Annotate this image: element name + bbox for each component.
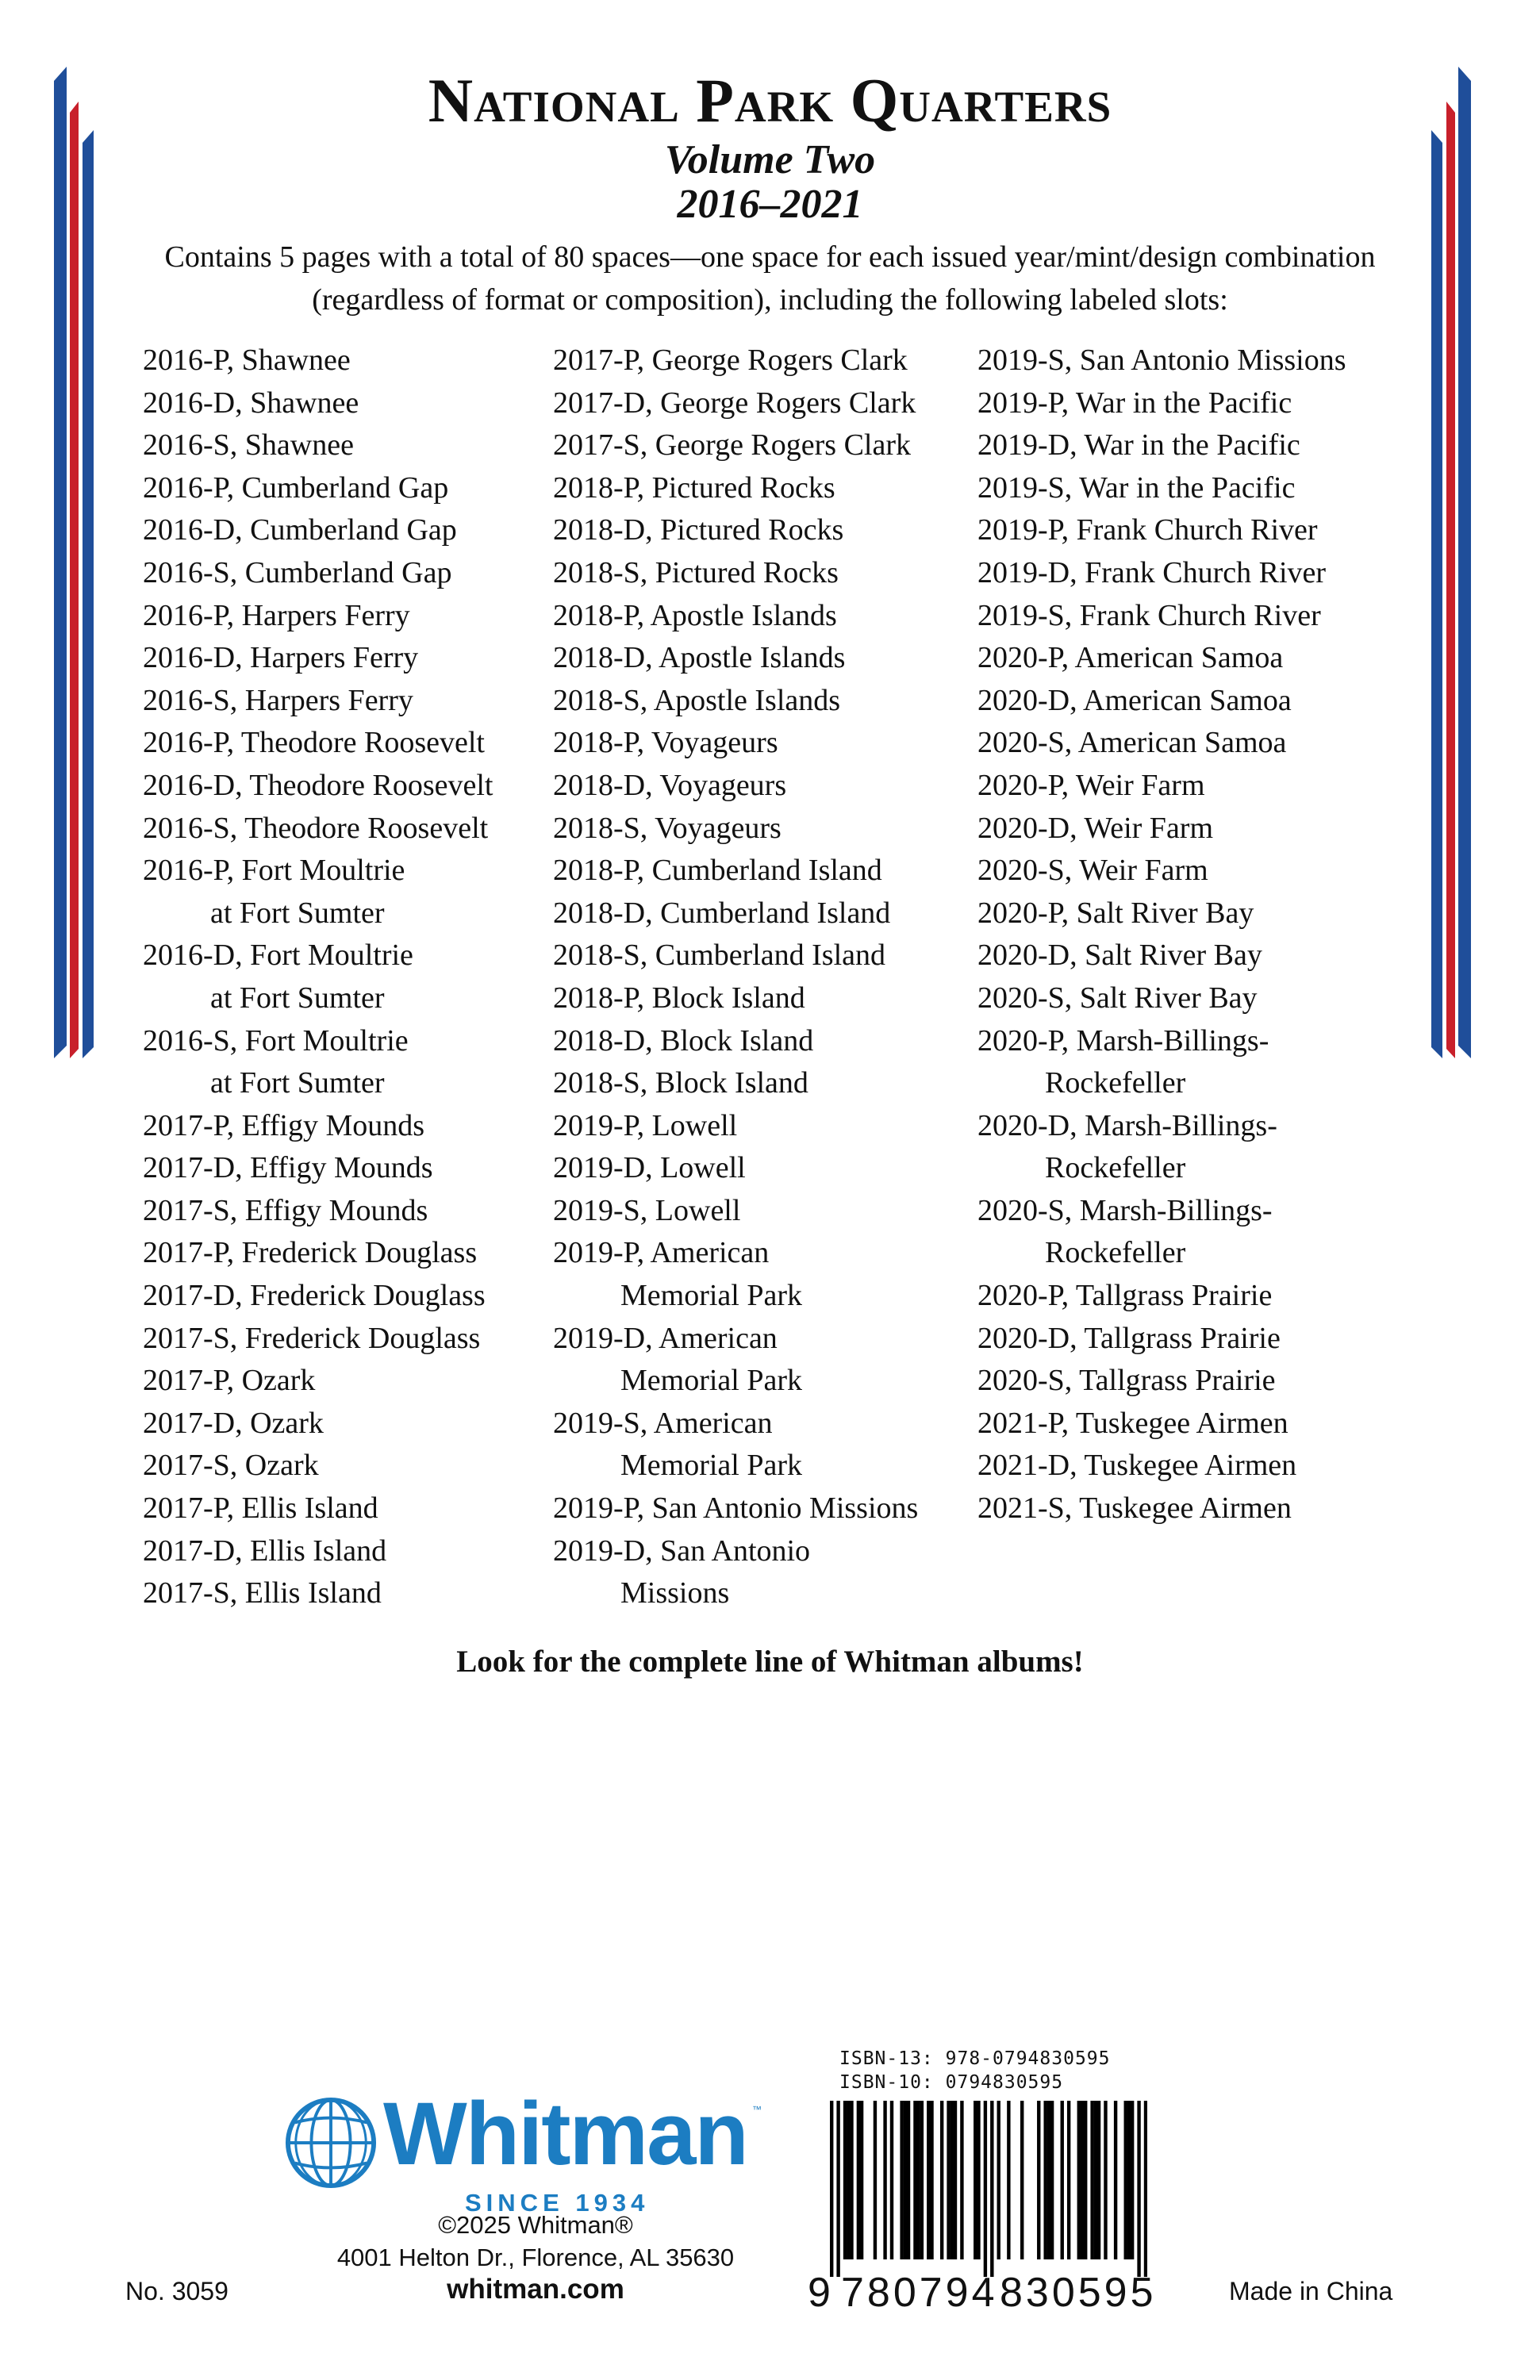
- slot-label: 2018-D, Block Island: [553, 1023, 814, 1058]
- publisher-address: 4001 Helton Dr., Florence, AL 35630: [336, 2244, 735, 2271]
- slot-label: 2017-P, George Rogers Clark: [553, 344, 908, 377]
- slot-label-continuation: Memorial Park: [620, 1449, 803, 1483]
- barcode-bar: [940, 2101, 943, 2259]
- slot-label: 2021-S, Tuskegee Airmen: [977, 1491, 1292, 1526]
- slot-label: 2017-D, Ellis Island: [143, 1534, 387, 1568]
- slot-item: [977, 467, 1346, 510]
- slot-label: 2016-P, Theodore Roosevelt: [143, 726, 485, 760]
- slot-label-continuation: Rockefeller: [1045, 1066, 1186, 1100]
- barcode-bar: [920, 2101, 924, 2259]
- barcode-bar: [830, 2101, 833, 2277]
- slot-label-continuation: at Fort Sumter: [210, 981, 385, 1015]
- slot-label: 2016-D, Cumberland Gap: [143, 513, 457, 547]
- slot-item: [553, 850, 918, 892]
- barcode-bar: [1090, 2101, 1093, 2259]
- barcode-bar: [904, 2101, 907, 2259]
- slot-item: [553, 1488, 918, 1530]
- barcode-bar: [954, 2101, 957, 2259]
- slot-item: [977, 1190, 1346, 1275]
- slot-item: [553, 680, 918, 723]
- barcode-bar: [1084, 2101, 1087, 2259]
- slot-label: 2016-D, Harpers Ferry: [143, 641, 419, 675]
- slot-label: 2017-S, Effigy Mounds: [143, 1193, 428, 1227]
- slot-label: 2017-S, Ozark: [143, 1449, 319, 1483]
- barcode-bar: [843, 2101, 847, 2259]
- slot-item: [553, 808, 918, 850]
- slot-item: [977, 424, 1346, 467]
- slot-label: 2019-D, American: [553, 1321, 778, 1355]
- barcode-bar: [1137, 2101, 1140, 2277]
- country-of-origin: Made in China: [1229, 2277, 1393, 2305]
- slot-item: [143, 340, 493, 382]
- slot-list-column-3: [977, 340, 1346, 1530]
- volume-subtitle: Volume Two: [664, 137, 876, 182]
- slot-item: [553, 722, 918, 765]
- slot-item: [143, 382, 493, 425]
- slot-label: 2016-D, Theodore Roosevelt: [143, 768, 493, 802]
- barcode-bar: [950, 2101, 954, 2259]
- slot-label: 2018-P, Voyageurs: [553, 726, 778, 760]
- since-tagline: SINCE 1934: [465, 2189, 650, 2217]
- barcode-bar: [913, 2101, 916, 2259]
- barcode-bar: [874, 2101, 877, 2259]
- barcode-bar: [990, 2101, 993, 2277]
- slot-label: 2021-P, Tuskegee Airmen: [977, 1406, 1288, 1440]
- slot-label: 2018-D, Cumberland Island: [553, 896, 891, 930]
- slot-label: 2019-S, American: [553, 1406, 773, 1440]
- slot-label: 2018-P, Pictured Rocks: [553, 470, 835, 505]
- slot-label-continuation: Memorial Park: [620, 1279, 803, 1313]
- slot-label: 2018-D, Apostle Islands: [553, 641, 846, 675]
- slot-item: [977, 595, 1346, 638]
- slot-item: [977, 1488, 1346, 1530]
- slot-item: [143, 467, 493, 510]
- slot-label: 2016-S, Harpers Ferry: [143, 683, 413, 717]
- slot-label: 2019-P, Frank Church River: [977, 513, 1318, 547]
- slot-label: 2016-S, Cumberland Gap: [143, 555, 452, 589]
- slot-item: [143, 1488, 493, 1530]
- slot-label-continuation: Missions: [620, 1576, 730, 1610]
- slot-item: [977, 977, 1346, 1020]
- tagline: Look for the complete line of Whitman albums!: [456, 1645, 1084, 1679]
- slot-item: [977, 1403, 1346, 1445]
- slot-label: 2021-D, Tuskegee Airmen: [977, 1449, 1297, 1483]
- barcode-bar: [1144, 2101, 1147, 2277]
- slot-item: [553, 1190, 918, 1233]
- barcode-bar: [984, 2101, 987, 2277]
- barcode-bar: [900, 2101, 903, 2259]
- barcode-bar: [1050, 2101, 1054, 2259]
- slot-label: 2020-S, Salt River Bay: [977, 981, 1258, 1015]
- slot-item: [553, 1147, 918, 1190]
- slot-label: 2018-P, Apostle Islands: [553, 598, 837, 632]
- slot-label: 2020-D, Weir Farm: [977, 811, 1214, 845]
- slot-item: [553, 382, 918, 425]
- slot-label: 2019-P, War in the Pacific: [977, 386, 1292, 420]
- barcode-bar: [1043, 2101, 1047, 2259]
- slot-label: 2019-S, War in the Pacific: [977, 470, 1296, 505]
- slot-label: 2019-S, Lowell: [553, 1193, 741, 1227]
- slot-label: 2019-D, Lowell: [553, 1151, 746, 1185]
- copyright-notice: ©2025 Whitman®: [438, 2211, 633, 2239]
- slot-label: 2016-D, Shawnee: [143, 386, 359, 420]
- slot-label-continuation: at Fort Sumter: [210, 1066, 385, 1100]
- slot-item: [977, 935, 1346, 977]
- slot-item: [143, 552, 493, 595]
- barcode-bar: [1037, 2101, 1040, 2259]
- slot-item: [977, 1445, 1346, 1488]
- slot-item: [143, 1572, 493, 1615]
- slot-item: [553, 637, 918, 680]
- slot-label: 2017-P, Frederick Douglass: [143, 1236, 478, 1270]
- slot-item: [143, 1275, 493, 1318]
- slot-item: [977, 509, 1346, 552]
- barcode-bar: [883, 2101, 886, 2259]
- slot-item: [143, 1360, 493, 1403]
- slot-label: 2020-P, Tallgrass Prairie: [977, 1279, 1273, 1313]
- slot-label: 2019-D, San Antonio: [553, 1534, 811, 1568]
- slot-label: 2016-D, Fort Moultrie: [143, 939, 413, 973]
- slot-item: [143, 680, 493, 723]
- slot-label: 2016-P, Cumberland Gap: [143, 470, 449, 505]
- slot-item: [143, 595, 493, 638]
- slot-item: [143, 850, 493, 935]
- slot-item: [553, 1062, 918, 1105]
- slot-label: 2016-P, Harpers Ferry: [143, 598, 410, 632]
- slot-label: 2018-P, Cumberland Island: [553, 854, 882, 888]
- slot-item: [553, 552, 918, 595]
- barcode-bar: [916, 2101, 920, 2259]
- slot-item: [553, 1020, 918, 1063]
- slot-label: 2018-S, Apostle Islands: [553, 683, 841, 717]
- barcode-bar: [997, 2101, 1000, 2259]
- slot-item: [977, 1360, 1346, 1403]
- slot-item: [977, 892, 1346, 935]
- slot-item: [553, 595, 918, 638]
- slot-label-continuation: Memorial Park: [620, 1364, 803, 1398]
- barcode-bar: [947, 2101, 950, 2259]
- slot-label: 2018-P, Block Island: [553, 981, 805, 1015]
- slot-item: [143, 1403, 493, 1445]
- slot-label: 2018-D, Voyageurs: [553, 768, 787, 802]
- slot-item: [553, 1318, 918, 1403]
- slot-list-column-1: [143, 340, 493, 1615]
- slot-item: [553, 1232, 918, 1317]
- slot-label: 2017-P, Ozark: [143, 1364, 316, 1398]
- intro-text: Contains 5 pages with a total of 80 spaces—one space for each issued year/mint/design combination (regardless of format or composition), including the following labeled slots:: [164, 240, 1376, 317]
- slot-label: 2019-S, Frank Church River: [977, 598, 1321, 632]
- slot-label: 2016-S, Fort Moultrie: [143, 1023, 409, 1058]
- barcode-bar: [977, 2101, 980, 2259]
- slot-item: [143, 1190, 493, 1233]
- slot-label: 2018-S, Cumberland Island: [553, 939, 886, 973]
- slot-label: 2020-P, Weir Farm: [977, 768, 1205, 802]
- slot-label-continuation: at Fort Sumter: [210, 896, 385, 930]
- slot-label-continuation: Rockefeller: [1045, 1151, 1186, 1185]
- trademark-mark: ™: [752, 2104, 762, 2115]
- slot-label: 2017-P, Ellis Island: [143, 1491, 378, 1526]
- slot-item: [977, 1020, 1346, 1105]
- slot-item: [143, 722, 493, 765]
- slot-item: [143, 1530, 493, 1573]
- slot-label: 2017-D, Ozark: [143, 1406, 324, 1440]
- slot-item: [977, 552, 1346, 595]
- ean-group-2: 830595: [1000, 2270, 1157, 2316]
- slot-label: 2020-S, Weir Farm: [977, 854, 1208, 888]
- slot-label: 2017-S, Frederick Douglass: [143, 1321, 481, 1355]
- barcode-bar: [850, 2101, 853, 2259]
- slot-item: [553, 765, 918, 808]
- globe-icon: [284, 2096, 378, 2190]
- slot-label: 2019-S, San Antonio Missions: [977, 344, 1346, 377]
- slot-item: [977, 765, 1346, 808]
- slot-item: [143, 637, 493, 680]
- slot-item: [977, 850, 1346, 892]
- ean-group-1: 780794: [841, 2270, 998, 2316]
- slot-label: 2017-S, George Rogers Clark: [553, 428, 912, 463]
- slot-label: 2016-P, Shawnee: [143, 344, 351, 377]
- barcode-bar: [1131, 2101, 1134, 2259]
- slot-item: [143, 1147, 493, 1190]
- slot-item: [143, 509, 493, 552]
- slot-item: [977, 1275, 1346, 1318]
- publisher-website: whitman.com: [447, 2274, 624, 2305]
- slot-label: 2020-S, Marsh-Billings-: [977, 1193, 1273, 1227]
- slot-label: 2019-P, Lowell: [553, 1108, 738, 1142]
- slot-label: 2018-D, Pictured Rocks: [553, 513, 844, 547]
- slot-item: [977, 1318, 1346, 1361]
- slot-label: 2016-P, Fort Moultrie: [143, 854, 405, 888]
- slot-item: [553, 1105, 918, 1148]
- slot-label: 2020-P, Marsh-Billings-: [977, 1023, 1269, 1058]
- slot-label: 2016-S, Shawnee: [143, 428, 354, 463]
- barcode-bar: [1081, 2101, 1084, 2259]
- barcode-bar: [1077, 2101, 1081, 2259]
- slot-item: [977, 637, 1346, 680]
- slot-item: [143, 808, 493, 850]
- slot-label: 2019-D, War in the Pacific: [977, 428, 1300, 463]
- slot-item: [143, 1445, 493, 1488]
- years-subtitle: 2016–2021: [677, 182, 863, 227]
- slot-label: 2019-P, San Antonio Missions: [553, 1491, 919, 1526]
- slot-item: [553, 935, 918, 977]
- slot-label: 2020-D, Salt River Bay: [977, 939, 1262, 973]
- slot-item: [553, 467, 918, 510]
- slot-item: [143, 424, 493, 467]
- slot-item: [977, 680, 1346, 723]
- slot-label: 2016-S, Theodore Roosevelt: [143, 811, 489, 845]
- slot-item: [977, 340, 1346, 382]
- slot-item: [553, 340, 918, 382]
- slot-item: [977, 722, 1346, 765]
- whitman-logo: [284, 2084, 762, 2228]
- barcode-bar: [930, 2101, 933, 2259]
- barcode-bar: [1007, 2101, 1010, 2259]
- barcode-bar: [1097, 2101, 1100, 2259]
- slot-item: [553, 1403, 918, 1488]
- slot-item: [977, 382, 1346, 425]
- slot-label: 2020-D, Marsh-Billings-: [977, 1108, 1277, 1142]
- isbn-barcode: [806, 2048, 1157, 2322]
- slot-label: 2020-S, American Samoa: [977, 726, 1287, 760]
- barcode-bar: [847, 2101, 850, 2259]
- slot-label: 2020-D, Tallgrass Prairie: [977, 1321, 1281, 1355]
- slot-item: [143, 1020, 493, 1105]
- slot-label: 2017-D, George Rogers Clark: [553, 386, 916, 420]
- barcode-bar: [927, 2101, 930, 2259]
- slot-item: [143, 1232, 493, 1275]
- slot-label: 2017-S, Ellis Island: [143, 1576, 382, 1610]
- slot-label: 2017-P, Effigy Mounds: [143, 1108, 425, 1142]
- logo-wordmark: Whitman: [383, 2084, 747, 2183]
- slot-label: 2019-D, Frank Church River: [977, 555, 1327, 589]
- slot-label: 2018-S, Pictured Rocks: [553, 555, 839, 589]
- barcode-bar: [860, 2101, 863, 2259]
- isbn-10-label: ISBN-10: 0794830595: [839, 2072, 1064, 2093]
- barcode-bar: [974, 2101, 977, 2259]
- slot-label: 2020-P, Salt River Bay: [977, 896, 1254, 930]
- isbn-13-label: ISBN-13: 978-0794830595: [839, 2048, 1111, 2069]
- slot-list-column-2: [553, 340, 918, 1615]
- slot-item: [977, 1105, 1346, 1190]
- slot-item: [553, 509, 918, 552]
- slot-label: 2017-D, Frederick Douglass: [143, 1279, 486, 1313]
- slot-item: [553, 1530, 918, 1615]
- barcode-bar: [1094, 2101, 1097, 2259]
- slot-label: 2020-P, American Samoa: [977, 641, 1284, 675]
- barcode-bar: [857, 2101, 860, 2259]
- barcode-bar: [1020, 2101, 1023, 2259]
- barcode-bar: [836, 2101, 839, 2277]
- barcode-bar: [1104, 2101, 1107, 2259]
- barcode-bar: [1061, 2101, 1064, 2259]
- slot-item: [553, 892, 918, 935]
- barcode-bar: [960, 2101, 963, 2259]
- slot-item: [553, 424, 918, 467]
- slot-label: 2018-S, Voyageurs: [553, 811, 782, 845]
- slot-item: [143, 935, 493, 1019]
- slot-label: 2020-S, Tallgrass Prairie: [977, 1364, 1276, 1398]
- barcode-bar: [1114, 2101, 1117, 2259]
- slot-label: 2018-S, Block Island: [553, 1066, 808, 1100]
- barcode-bar: [1047, 2101, 1050, 2259]
- slot-item: [143, 1105, 493, 1148]
- page-title: National Park Quarters: [428, 66, 1112, 135]
- slot-label-continuation: Rockefeller: [1045, 1236, 1186, 1270]
- slot-item: [143, 765, 493, 808]
- barcode-bar: [1127, 2101, 1131, 2259]
- barcode-bar: [890, 2101, 893, 2259]
- barcode-bar: [907, 2101, 910, 2259]
- slot-item: [143, 1318, 493, 1361]
- slot-label: 2020-D, American Samoa: [977, 683, 1292, 717]
- ean-lead-digit: 9: [808, 2270, 831, 2316]
- barcode-bars: [830, 2101, 1147, 2277]
- slot-item: [977, 808, 1346, 850]
- barcode-bar: [1124, 2101, 1127, 2259]
- barcode-bar: [1067, 2101, 1070, 2259]
- item-number: No. 3059: [125, 2277, 229, 2305]
- slot-label: 2019-P, American: [553, 1236, 770, 1270]
- slot-item: [553, 977, 918, 1020]
- slot-label: 2017-D, Effigy Mounds: [143, 1151, 433, 1185]
